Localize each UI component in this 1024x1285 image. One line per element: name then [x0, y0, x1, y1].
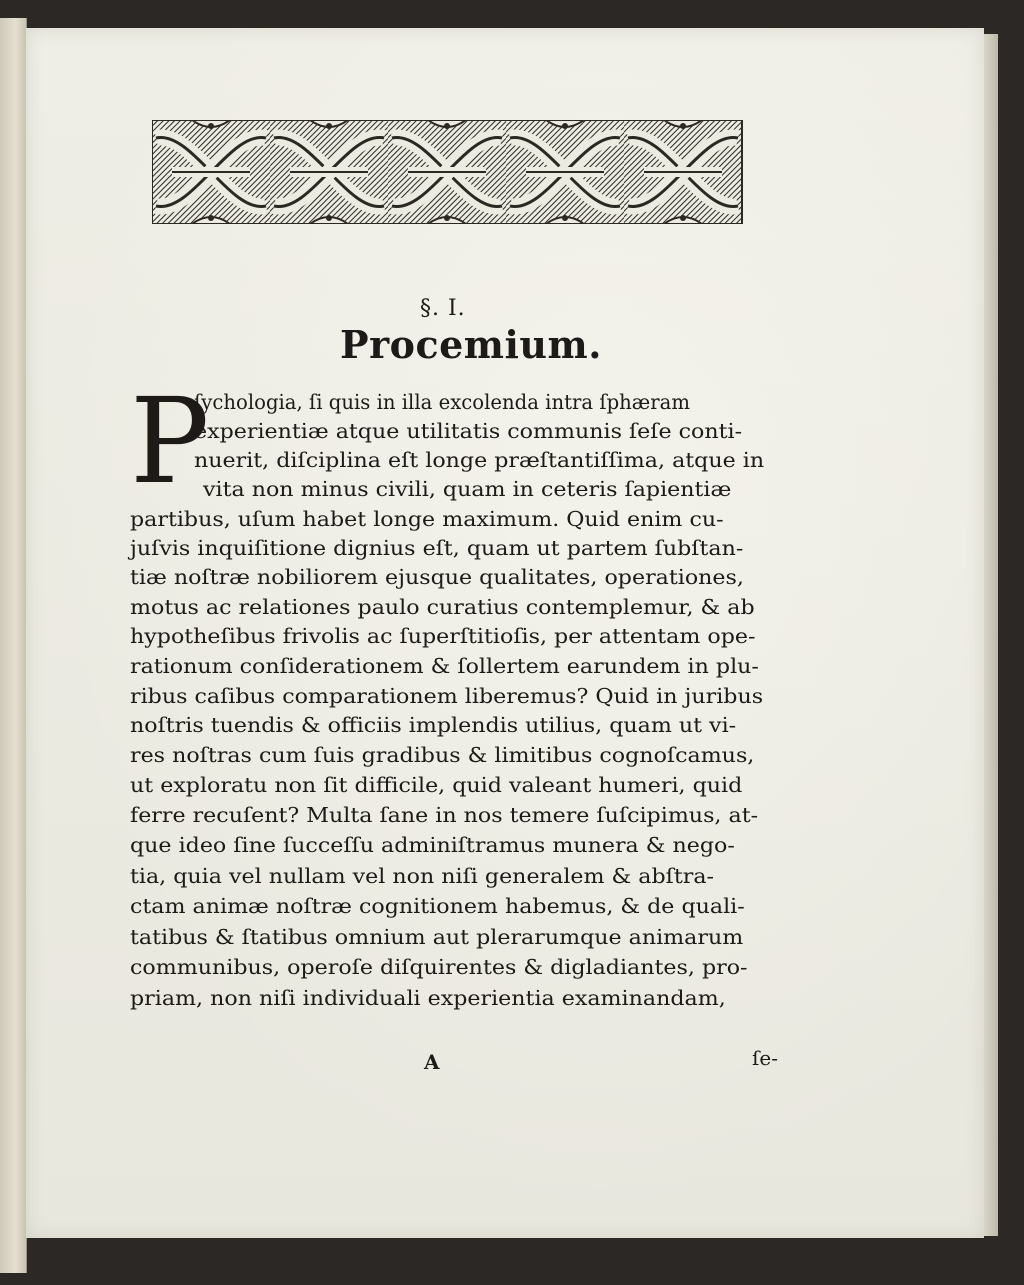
text-line: ribus caſibus comparationem liberemus? Quid in juribus: [130, 684, 764, 708]
text-line: rationum conſiderationem & ſollertem earundem in plu-: [130, 654, 759, 678]
text-line: priam, non niſi individuali experientia examinandam,: [130, 986, 726, 1010]
text-line: noſtris tuendis & officiis implendis utilius, quam ut vi-: [130, 713, 737, 737]
text-line: ut exploratu non ſit difficile, quid valeant humeri, quid: [130, 773, 743, 797]
text-line: tiæ noſtræ nobiliorem ejusque qualitates, operationes,: [130, 565, 744, 589]
text-line: experientiæ atque utilitatis communis ſeſe conti-: [194, 419, 743, 443]
section-heading: Procemium.: [340, 322, 602, 367]
page-fore-edge: [984, 34, 998, 1236]
text-line: res noſtras cum ſuis gradibus & limitibus cognoſcamus,: [130, 743, 755, 767]
text-line: communibus, operoſe diſquirentes & digladiantes, pro-: [130, 955, 748, 979]
text-line: juſvis inquiſitione dignius eſt, quam ut partem ſubſtan-: [130, 536, 744, 560]
text-line: motus ac relationes paulo curatius contemplemur, & ab: [130, 595, 755, 619]
text-line: que ideo ſine ſucceſſu adminiſtramus munera & nego-: [130, 833, 735, 857]
text-line: tia, quia vel nullam vel non niſi generalem & abſtra-: [130, 864, 715, 888]
text-line: ferre recuſent? Multa ſane in nos temere ſuſcipimus, at-: [130, 803, 759, 827]
drop-cap: P: [130, 372, 210, 510]
text-line: ſychologia, ſi quis in illa excolenda intra ſphæram: [194, 390, 691, 414]
text-line: vita non minus civili, quam in ceteris ſapientiæ: [203, 477, 732, 501]
section-number: §. I.: [420, 296, 466, 321]
text-line: hypotheſibus frivolis ac ſuperſtitioſis, per attentam ope-: [130, 624, 756, 648]
text-line: ctam animæ noſtræ cognitionem habemus, & de quali-: [130, 894, 745, 918]
facing-page-edge: [0, 18, 27, 1273]
headpiece-ornament: [152, 120, 744, 224]
text-line: nuerit, diſciplina eſt longe præſtantiſſima, atque in: [194, 448, 765, 472]
signature-mark: A: [424, 1050, 440, 1074]
text-line: tatibus & ſtatibus omnium aut plerarumque animarum: [130, 925, 744, 949]
text-line: partibus, uſum habet longe maximum. Quid enim cu-: [130, 507, 724, 531]
catchword: ſe-: [752, 1046, 778, 1070]
